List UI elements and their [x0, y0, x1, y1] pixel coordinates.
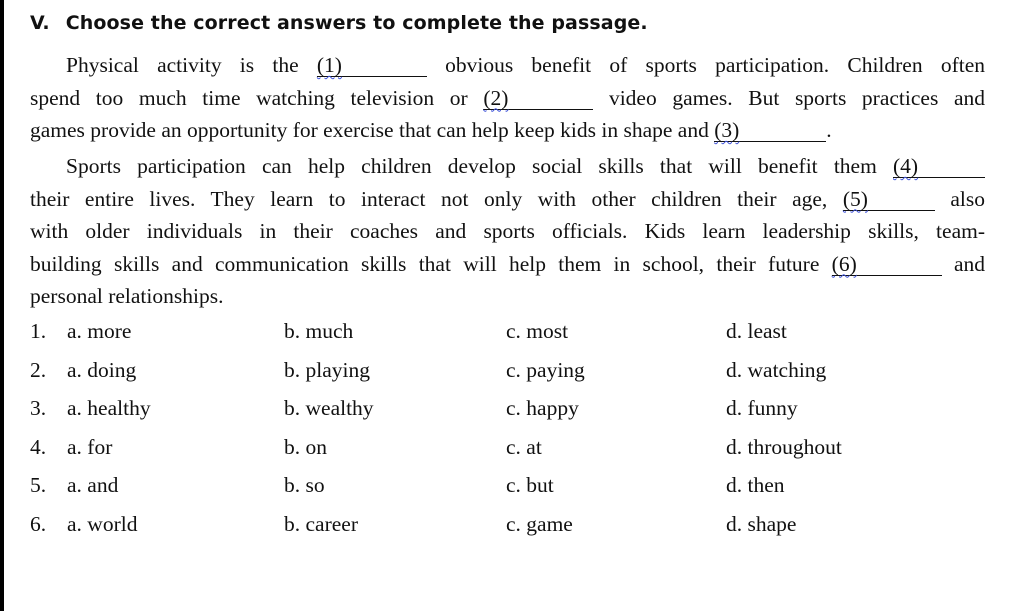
passage-line — [30, 280, 985, 313]
option-d[interactable]: d. watching — [726, 357, 827, 382]
passage-line — [30, 150, 985, 183]
blank-6[interactable] — [832, 253, 942, 276]
question-row-3 — [30, 396, 990, 435]
option-c[interactable]: c. most — [506, 319, 569, 343]
blank-4[interactable] — [893, 155, 985, 178]
option-c[interactable]: c. paying — [506, 357, 585, 382]
answer-options — [30, 319, 990, 550]
option-b[interactable]: b. so — [284, 473, 325, 497]
option-c[interactable]: c. at — [506, 434, 542, 459]
blank-number: (2) — [483, 85, 509, 110]
passage-text: games provide an opportunity for exercise that can help keep kids in shape and — [30, 118, 709, 142]
option-c[interactable]: c. but — [506, 473, 554, 497]
option-b[interactable]: b. playing — [284, 357, 370, 382]
question-number: 1. — [30, 319, 47, 343]
question-row-1 — [30, 319, 990, 358]
question-number: 6. — [30, 511, 47, 536]
option-b[interactable]: b. on — [284, 434, 327, 459]
option-a[interactable]: a. healthy — [67, 396, 151, 420]
blank-1[interactable] — [317, 54, 427, 77]
option-b[interactable]: b. much — [284, 319, 354, 343]
passage-text: Physical activity is the — [66, 53, 299, 77]
passage-text: personal relationships. — [30, 284, 224, 308]
option-a[interactable]: a. doing — [67, 357, 137, 382]
passage-paragraph-1 — [30, 49, 985, 147]
passage-text: video games. But sports practices and — [608, 85, 985, 110]
exercise-number: V. — [30, 12, 50, 34]
question-row-6 — [30, 512, 990, 551]
passage-text: . — [826, 118, 832, 142]
passage-text: also — [950, 186, 985, 211]
question-number: 5. — [30, 473, 47, 497]
passage-text: their entire lives. They learn to interact not only with other children their age, — [30, 186, 828, 211]
question-row-4 — [30, 435, 990, 474]
option-a[interactable]: a. and — [67, 473, 119, 497]
option-c[interactable]: c. game — [506, 511, 573, 536]
option-a[interactable]: a. for — [67, 434, 113, 459]
option-b[interactable]: b. career — [284, 511, 358, 536]
question-number: 4. — [30, 434, 47, 459]
passage-line — [30, 82, 985, 115]
passage-text: and — [953, 251, 985, 276]
passage-line — [30, 114, 985, 147]
blank-5[interactable] — [843, 188, 935, 211]
passage-line — [30, 49, 985, 82]
option-d[interactable]: d. then — [726, 473, 785, 497]
worksheet-page — [4, 0, 1024, 611]
blank-2[interactable] — [483, 87, 593, 110]
blank-number: (3) — [714, 118, 740, 142]
passage-line — [30, 183, 985, 216]
option-a[interactable]: a. more — [67, 319, 132, 343]
option-d[interactable]: d. least — [726, 319, 787, 343]
option-d[interactable]: d. throughout — [726, 434, 842, 459]
blank-3[interactable] — [714, 119, 826, 142]
blank-number: (5) — [842, 186, 868, 211]
blank-number: (4) — [893, 154, 919, 178]
passage-line — [30, 248, 985, 281]
question-row-2 — [30, 358, 990, 397]
passage-text: Sports participation can help children develop social skills that will benefit them — [66, 154, 877, 178]
question-number: 2. — [30, 357, 47, 382]
passage-text: with older individuals in their coaches and sports officials. Kids learn leadership skills, team- — [30, 219, 985, 243]
passage-line — [30, 215, 985, 248]
exercise-instruction: Choose the correct answers to complete the passage. — [65, 12, 648, 34]
passage-paragraph-2 — [30, 150, 985, 313]
passage-text: obvious benefit of sports participation. Children often — [445, 53, 985, 77]
option-d[interactable]: d. funny — [726, 396, 798, 420]
blank-number: (6) — [831, 251, 857, 276]
option-d[interactable]: d. shape — [726, 511, 797, 536]
question-number: 3. — [30, 396, 47, 420]
passage-text: spend too much time watching television or — [30, 85, 468, 110]
exercise-heading — [30, 12, 648, 34]
blank-number: (1) — [316, 53, 342, 77]
option-a[interactable]: a. world — [67, 511, 138, 536]
question-row-5 — [30, 473, 990, 512]
option-c[interactable]: c. happy — [506, 396, 579, 420]
option-b[interactable]: b. wealthy — [284, 396, 374, 420]
passage-text: building skills and communication skills that will help them in school, their future — [30, 251, 820, 276]
